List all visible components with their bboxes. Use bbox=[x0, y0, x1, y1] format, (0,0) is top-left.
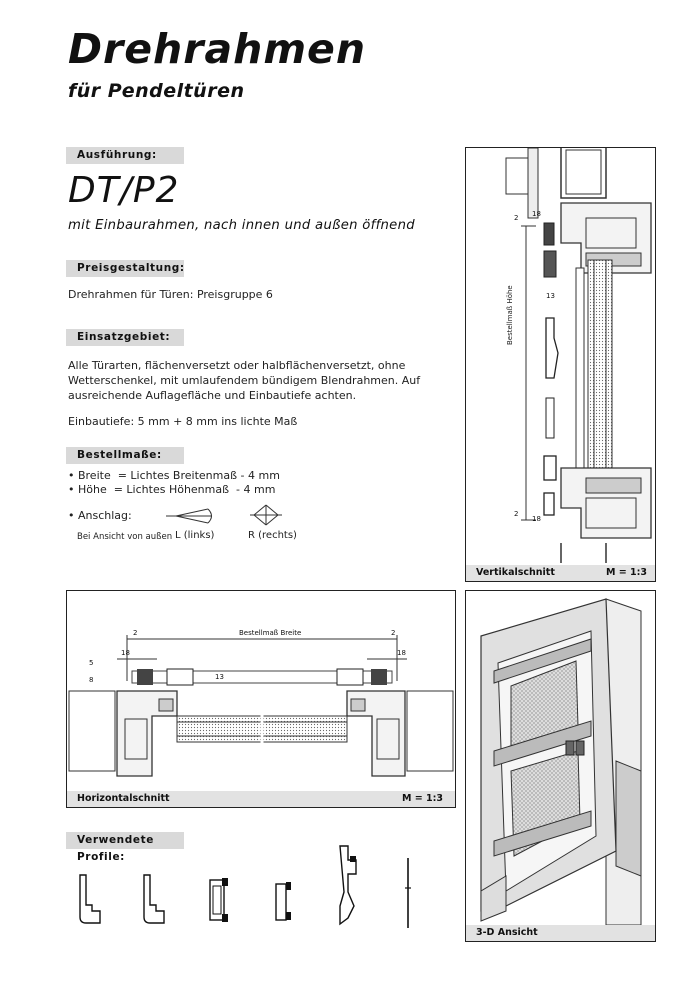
view-3d-panel bbox=[465, 590, 656, 942]
section-label-bestellmasse: Bestellmaße: bbox=[66, 447, 184, 464]
horizontal-section-scale: M = 1:3 bbox=[401, 793, 443, 804]
vertical-dimension-label: Bestellmaß Höhe bbox=[506, 285, 514, 345]
profile-1 bbox=[80, 875, 100, 923]
horizontal-section-caption: Horizontalschnitt bbox=[77, 793, 170, 804]
installation-depth: Einbautiefe: 5 mm + 8 mm ins lichte Maß bbox=[68, 415, 298, 428]
hinge-left-symbol bbox=[160, 505, 220, 527]
usage-line-3: ausreichende Auflagefläche und Einbautiefe achten. bbox=[68, 389, 357, 402]
view-note: Bei Ansicht von außen bbox=[77, 532, 173, 542]
profile-6 bbox=[405, 858, 411, 928]
vertical-section-caption: Vertikalschnitt bbox=[476, 567, 555, 578]
vertical-dim-5: 18 bbox=[532, 515, 541, 523]
section-label-preisgestaltung: Preisgestaltung: bbox=[66, 260, 184, 277]
page-title: Drehrahmen bbox=[68, 25, 367, 73]
profile-5 bbox=[340, 846, 356, 924]
profile-4 bbox=[276, 882, 291, 920]
hinge-left-label: L (links) bbox=[175, 530, 215, 541]
section-label-einsatzgebiet: Einsatzgebiet: bbox=[66, 329, 184, 346]
vertical-dim-1: 2 bbox=[514, 214, 519, 222]
vertical-section-panel bbox=[465, 147, 656, 582]
horizontal-section-drawing bbox=[67, 591, 455, 791]
order-height: • Höhe = Lichtes Höhenmaß - 4 mm bbox=[68, 483, 276, 496]
horizontal-dim-6: 2 bbox=[391, 629, 396, 637]
section-label-ausfuehrung: Ausführung: bbox=[66, 147, 184, 164]
vertical-dim-2: 18 bbox=[532, 210, 541, 218]
horizontal-dim-5: 13 bbox=[215, 673, 224, 681]
horizontal-dim-7: 18 bbox=[397, 649, 406, 657]
usage-line-1: Alle Türarten, flächenversetzt oder halbflächenversetzt, ohne bbox=[68, 359, 406, 372]
section-label-profiles: Verwendete Profile: bbox=[66, 832, 184, 849]
hinge-right-symbol bbox=[246, 503, 286, 527]
profile-3 bbox=[210, 878, 228, 922]
hinge-label: • Anschlag: bbox=[68, 509, 132, 522]
horizontal-section-caption-bar bbox=[67, 791, 455, 807]
vertical-dim-4: 2 bbox=[514, 510, 519, 518]
horizontal-section-panel bbox=[66, 590, 456, 808]
hinge-right-label: R (rechts) bbox=[248, 530, 297, 541]
horizontal-dim-1: 2 bbox=[133, 629, 138, 637]
vertical-section-scale: M = 1:3 bbox=[605, 567, 647, 578]
model-description: mit Einbaurahmen, nach innen und außen öffnend bbox=[68, 218, 415, 233]
horizontal-dim-4: 8 bbox=[89, 676, 94, 684]
model-name: DT/P2 bbox=[68, 170, 180, 211]
horizontal-dimension-label: Bestellmaß Breite bbox=[239, 629, 302, 637]
order-width: • Breite = Lichtes Breitenmaß - 4 mm bbox=[68, 469, 280, 482]
page-subtitle: für Pendeltüren bbox=[68, 80, 245, 102]
view-3d-caption: 3-D Ansicht bbox=[476, 927, 538, 938]
vertical-section-drawing bbox=[466, 148, 655, 563]
price-text: Drehrahmen für Türen: Preisgruppe 6 bbox=[68, 288, 273, 301]
usage-line-2: Wetterschenkel, mit umlaufendem bündigem Blendrahmen. Auf bbox=[68, 374, 421, 387]
horizontal-dim-3: 5 bbox=[89, 659, 94, 667]
vertical-dim-3: 13 bbox=[546, 292, 555, 300]
profile-2 bbox=[144, 875, 164, 923]
horizontal-dim-2: 18 bbox=[121, 649, 130, 657]
view-3d-drawing bbox=[466, 591, 655, 925]
view-3d-caption-bar bbox=[466, 925, 655, 941]
vertical-section-caption-bar bbox=[466, 565, 655, 581]
profiles-drawing bbox=[68, 840, 428, 935]
